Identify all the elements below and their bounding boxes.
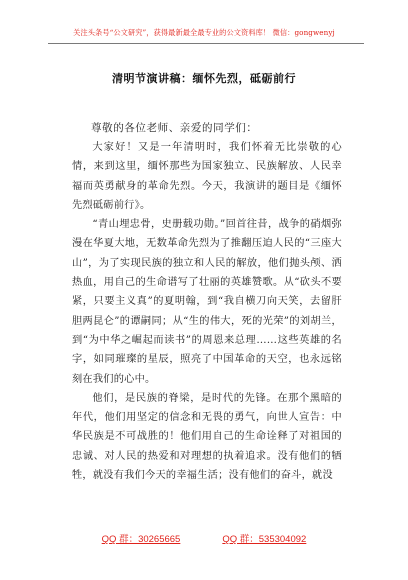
qq-group-right: QQ 群：535304092 [222, 534, 307, 545]
document-title: 清明节演讲稿：缅怀先烈，砥砺前行 [112, 72, 296, 85]
footer-qq-groups [0, 531, 408, 545]
document-body [72, 138, 342, 485]
paragraph-3: 他们，是民族的脊梁，是时代的先锋。在那个黑暗的年代，他们用坚定的信念和无畏的勇气，向世人宣告：中华民族是不可战胜的！他们用自己的生命诠释了对祖国的忠诚、对人民的热爱和对理想的执着追求。没有他们的牺牲，就没有我们今天的幸福生活；没有他们的奋斗，就没 [72, 392, 342, 482]
qq-group-left: QQ 群：30265665 [101, 534, 181, 545]
paragraph-2: “青山埋忠骨，史册载功勋。”回首往昔，战争的硝烟弥漫在华夏大地，无数革命先烈为了推翻压迫人民的“三座大山”，为了实现民族的独立和人民的解放，他们抛头颅、洒热血，用自己的生命谱写了壮丽的英雄赞歌。从“砍头不要紧，只要主义真”的夏明翰，到“我自横刀向天笑，去留肝胆两昆仑”的谭嗣同；从“生的伟大，死的光荣”的刘胡兰，到“为中华之崛起而读书”的周恩来总理……这些英雄的名字，如同璀璨的星辰，照亮了中国革命的天空，也永远铭刻在我们的心中。 [72, 219, 342, 385]
salutation: 尊敬的各位老师、亲爱的同学们： [91, 122, 258, 134]
header-divider [48, 43, 364, 44]
paragraph-1: 大家好！又是一年清明时，我们怀着无比崇敬的心情，来到这里，缅怀那些为国家独立、民族解放、人民幸福而英勇献身的革命先烈。今天，我演讲的题目是《缅怀先烈砥砺前行》。 [72, 142, 342, 211]
header-banner: 关注头条号“公文研究”，获得最新最全最专业的公文资料库！ 微信：gongwenyj [73, 28, 335, 37]
